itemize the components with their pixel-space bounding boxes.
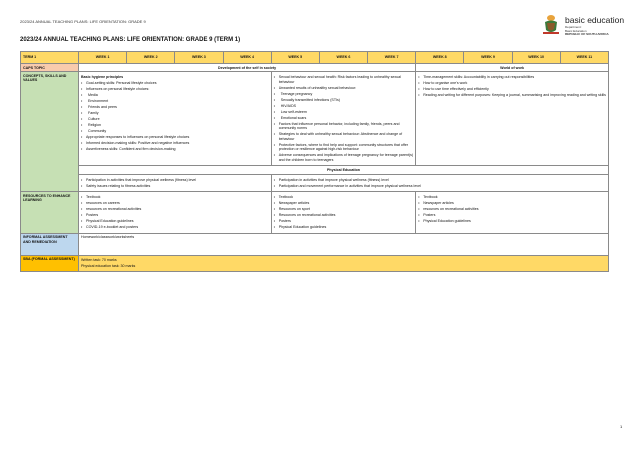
- list-item: • COVID-19 e-booklet and posters: [86, 225, 269, 229]
- list-item: • Posters: [423, 213, 606, 217]
- list-item: • Resources on sport: [279, 207, 414, 211]
- pe-weeks-1-4: [79, 174, 272, 191]
- list-item: • Religion: [86, 123, 269, 127]
- list-item: • Physical Education guidelines: [86, 219, 269, 223]
- sba-written-task: Written task: 70 marks: [81, 258, 117, 263]
- week-5-header: WEEK 5: [271, 52, 319, 64]
- dbe-logo: [541, 13, 627, 39]
- list-item: • Factors that influence personal behavior, including family, friends, peers and community norms: [279, 122, 414, 131]
- week-8-header: WEEK 8: [416, 52, 464, 64]
- hygiene-heading: Basic hygiene principles: [81, 74, 124, 79]
- list-item: • Assertiveness skills: Confident and firm decision-making: [86, 147, 269, 151]
- week-3-header: WEEK 3: [175, 52, 223, 64]
- list-item: • resources on careers: [86, 201, 269, 205]
- list-item: • Physical Education guidelines: [279, 225, 414, 229]
- list-item: • Participation and movement performance in activities that improve physical wellness level: [279, 184, 606, 188]
- physical-education-heading: Physical Education: [79, 166, 609, 174]
- list-item: • Family: [86, 111, 269, 115]
- list-item: • Appropriate responses to influences on personal lifestyle choices: [86, 135, 269, 139]
- concepts-label: CONCEPTS, SKILLS AND VALUES: [21, 72, 79, 192]
- resources-row: [21, 192, 609, 233]
- coat-of-arms-icon: [541, 13, 561, 35]
- informal-assessment-label: INFORMAL ASSESSMENT AND REMEDIATION: [21, 233, 79, 255]
- teaching-plan-table: [20, 51, 609, 272]
- week-1-header: WEEK 1: [79, 52, 127, 64]
- list-item: • Physical Education guidelines: [423, 219, 606, 223]
- list-item: • HIV/AIDS: [279, 104, 414, 108]
- informal-assessment-row: [21, 233, 609, 255]
- list-item: • Reading and writing for different purposes: Keeping a journal, summarising and improving reading and writing skills: [423, 93, 606, 97]
- topic-self-in-society: Development of the self in society: [79, 64, 416, 72]
- list-item: • Informed decision-making skills: Positive and negative influences: [86, 141, 269, 145]
- list-item: • How to use time effectively and efficiently: [423, 87, 606, 91]
- logo-line-1: Department:: [565, 25, 582, 29]
- list-item: • Friends and peers: [86, 105, 269, 109]
- weeks-header-row: [21, 52, 609, 64]
- list-item: • Culture: [86, 117, 269, 121]
- list-item: • Protective factors, where to find help and support: community structures that offer protection or resilience against high-risk behaviour: [279, 143, 414, 152]
- list-item: • Influences on personal lifestyle choices:: [86, 87, 269, 91]
- list-item: • Newspaper articles: [423, 201, 606, 205]
- list-item: • Strategies to deal with unhealthy sexual behaviour: Abstinence and change of behaviour: [279, 132, 414, 141]
- term-label: TERM 1: [21, 52, 79, 64]
- page-number: 1: [620, 424, 623, 429]
- week-10-header: WEEK 10: [512, 52, 560, 64]
- sba-values: [79, 255, 609, 271]
- concepts-weeks-5-7: [271, 72, 416, 166]
- list-item: • Adverse consequences and implications of teenage pregnancy for teenage parent(s) and the children born to teenagers: [279, 153, 414, 162]
- pe-row: [21, 174, 609, 191]
- list-item: • Textbook: [423, 195, 606, 199]
- list-item: • Goal-setting skills: Personal lifestyle choices: [86, 81, 269, 85]
- list-item: • Resources on recreational activities: [279, 213, 414, 217]
- list-item: • resources on recreational activities: [86, 207, 269, 211]
- list-item: • How to organise one's work: [423, 81, 606, 85]
- page-title: 2023/24 ANNUAL TEACHING PLANS: LIFE ORIENTATION: GRADE 9 (TERM 1): [20, 37, 241, 43]
- concepts-weeks-1-4: [79, 72, 272, 166]
- list-item: • Sexual behaviour and sexual health: Risk factors leading to unhealthy sexual behaviour: [279, 75, 414, 84]
- week-9-header: WEEK 9: [464, 52, 512, 64]
- list-item: • Low self-esteem: [279, 110, 414, 114]
- list-item: • Participation in activities that improve physical wellness (fitness) level: [86, 178, 269, 182]
- header-small-title: 2023/24 ANNUAL TEACHING PLANS: LIFE ORIENTATION: GRADE 9: [20, 19, 146, 24]
- list-item: • Sexually transmitted infections (STIs): [279, 98, 414, 102]
- list-item: • Newspaper articles: [279, 201, 414, 205]
- list-item: • resources on recreational activities: [423, 207, 606, 211]
- list-item: • Teenage pregnancy: [279, 92, 414, 96]
- list-item: • Unwanted results of unhealthy sexual behaviour:: [279, 86, 414, 90]
- resources-weeks-1-4: [79, 192, 272, 233]
- list-item: • Participation in activities that improve physical wellness (fitness) level: [279, 178, 606, 182]
- topic-world-of-work: World of work: [416, 64, 609, 72]
- list-item: • Community: [86, 129, 269, 133]
- concepts-row: [21, 72, 609, 166]
- logo-line-2: Basic Education: [565, 28, 587, 33]
- week-11-header: WEEK 11: [560, 52, 608, 64]
- week-2-header: WEEK 2: [127, 52, 175, 64]
- list-item: • Emotional scars: [279, 116, 414, 120]
- sba-pe-task: Physical education task: 30 marks: [81, 263, 136, 268]
- week-4-header: WEEK 4: [223, 52, 271, 64]
- list-item: • Environment: [86, 99, 269, 103]
- informal-assessment-value: Homework/classwork/worksheets: [79, 233, 609, 255]
- concepts-weeks-8-11: [416, 72, 609, 166]
- list-item: • Time-management skills: Accountability in carrying out responsibilities: [423, 75, 606, 79]
- sba-row: [21, 255, 609, 271]
- resources-label: RESOURCES TO ENHANCE LEARNING: [21, 192, 79, 233]
- list-item: • Textbook: [279, 195, 414, 199]
- resources-weeks-5-7: [271, 192, 416, 233]
- list-item: • Posters: [86, 213, 269, 217]
- week-7-header: WEEK 7: [368, 52, 416, 64]
- logo-brand-name: basic education: [565, 15, 625, 25]
- resources-weeks-8-11: [416, 192, 609, 233]
- pe-heading-row: [21, 166, 609, 174]
- list-item: • Posters: [279, 219, 414, 223]
- pe-weeks-5-11: [271, 174, 608, 191]
- list-item: • Media: [86, 93, 269, 97]
- caps-topic-label: CAPS TOPIC: [21, 64, 79, 72]
- sba-label: SBA (FORMAL ASSESSMENT): [21, 255, 79, 271]
- logo-line-3: REPUBLIC OF SOUTH AFRICA: [565, 32, 609, 36]
- caps-topic-row: [21, 64, 609, 72]
- week-6-header: WEEK 6: [319, 52, 367, 64]
- list-item: • Textbook: [86, 195, 269, 199]
- list-item: • Safety issues relating to fitness activities: [86, 184, 269, 188]
